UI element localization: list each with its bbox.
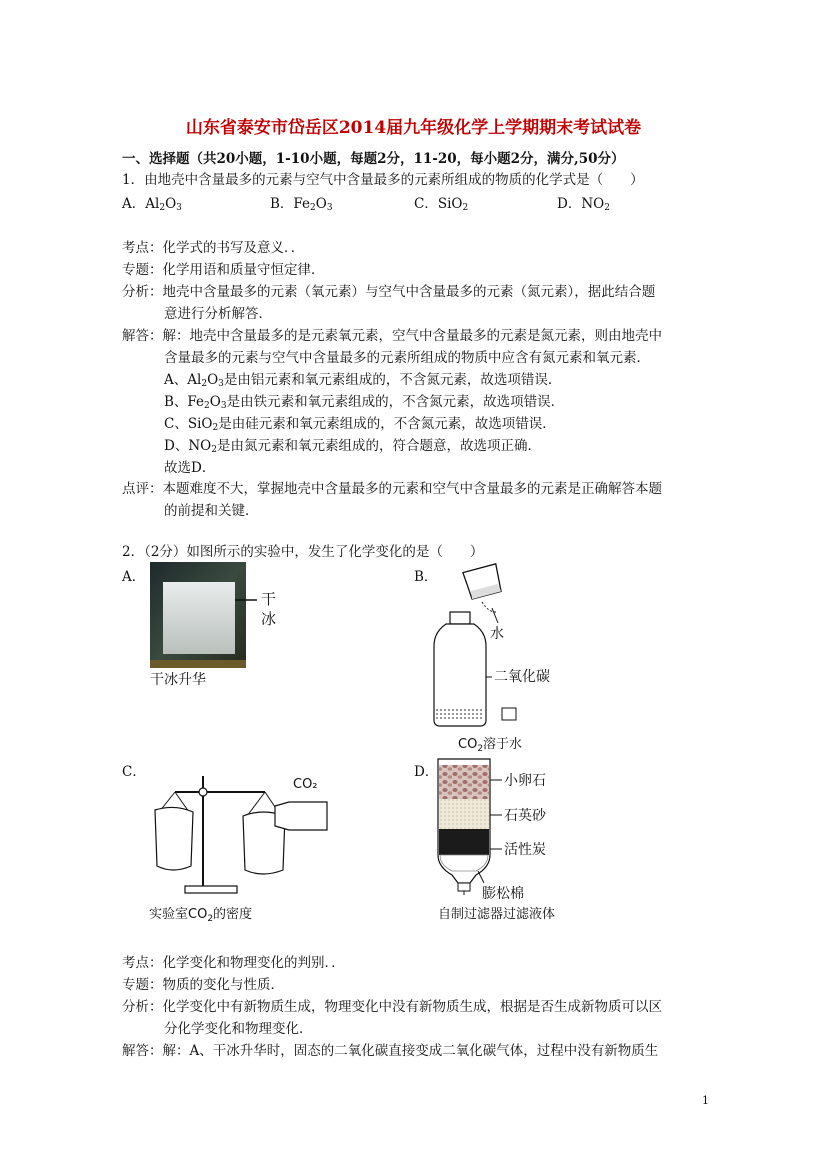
figure-d-caption: 自制过滤器过滤液体	[438, 907, 556, 922]
layer-label-3: 活性炭	[504, 842, 546, 858]
figure-co2-bottle	[430, 560, 570, 755]
q2-label-c: C．	[122, 764, 146, 780]
stand-base	[185, 886, 237, 893]
q2-jieda-line1: 解答：解：A、干冰升华时，固态的二氧化碳直接变成二氧化碳气体，过程中没有新物质生	[122, 1043, 659, 1059]
figure-filter	[432, 755, 592, 925]
q2-label-d: D．	[414, 764, 439, 780]
figure-a-caption: 干冰升华	[150, 672, 206, 688]
bottle-cap	[450, 612, 470, 624]
q2-fenxi-line1: 分析：化学变化中有新物质生成，物理变化中没有新物质生成，根据是否生成新物质可以区	[122, 999, 662, 1015]
q1-stem: 1．由地壳中含量最多的元素与空气中含量最多的元素所组成的物质的化学式是（ ）	[122, 172, 644, 188]
layer-label-2: 石英砂	[504, 808, 546, 824]
q1-zhuanti: 专题：化学用语和质量守恒定律．	[122, 262, 325, 278]
left-bag	[155, 807, 193, 870]
q1-dianping-line1: 点评：本题难度不大，掌握地壳中含量最多的元素和空气中含量最多的元素是正确解答本题	[122, 481, 662, 497]
q2-kaodian: 考点：化学变化和物理变化的判别．．	[122, 955, 345, 971]
q2-label-b: B．	[414, 569, 438, 585]
q1-option-b: B．$Fe_2O_3$	[270, 196, 333, 213]
q1-jieda-line1: 解答：解：地壳中含量最多的是元素氧元素，空气中含量最多的元素是氮元素，则由地壳中	[122, 328, 662, 344]
dry-ice-label-1: 干	[261, 590, 277, 608]
layer-label-4: 膨松棉	[482, 886, 524, 902]
section-heading: 一、选择题（共20小题，1-10小题，每题2分，11-20，每小题2分，满分,50分）	[122, 151, 625, 167]
q1-dianping-line2: 的前提和关键．	[164, 503, 259, 519]
q2-label-a: A．	[122, 569, 146, 585]
figure-c-caption: 实验室$CO_2$的密度	[149, 907, 253, 924]
charcoal-layer	[439, 829, 489, 855]
q1-option-c: C．SiO$_2$	[414, 196, 469, 213]
water-label: 水	[490, 626, 504, 642]
q1-fenxi-line2: 意进行分析解答．	[164, 306, 272, 322]
co2-beaker	[275, 802, 327, 830]
q1-jieda-d: D、$NO_2$是由氮元素和氧元素组成的，符合题意，故选项正确．	[164, 438, 541, 455]
pebble-layer	[439, 765, 489, 799]
figure-dry-ice	[145, 560, 285, 690]
beaker-icon	[463, 564, 503, 600]
co2-label: 二氧化碳	[494, 669, 550, 685]
figure-b-caption: $CO_2$溶于水	[458, 737, 523, 754]
co2-formula: CO₂	[293, 777, 318, 792]
page-number: 1	[702, 1094, 709, 1107]
q1-jieda-a: A、$Al_2O_3$是由铝元素和氧元素组成的，不含氮元素，故选项错误．	[164, 372, 562, 389]
sand-layer	[439, 799, 489, 829]
q1-kaodian: 考点：化学式的书写及意义．．	[122, 240, 305, 256]
q1-option-d: D．$NO_2$	[557, 196, 610, 213]
q1-fenxi-line1: 分析：地壳中含量最多的元素（氧元素）与空气中含量最多的元素（氮元素），据此结合题	[122, 284, 656, 300]
page-title: 山东省泰安市岱岳区2014届九年级化学上学期期末考试试卷	[185, 118, 642, 138]
q2-fenxi-line2: 分化学变化和物理变化．	[164, 1021, 313, 1037]
figure-co2-density	[145, 770, 350, 930]
q1-jieda-b: B、$Fe_2O_3$是由铁元素和氧元素组成的，不含氮元素，故选项错误．	[164, 394, 565, 411]
small-cap-icon	[502, 708, 516, 720]
q1-option-a: A．$Al_2O_3$	[122, 196, 182, 213]
q2-stem: 2．（2分）如图所示的实验中，发生了化学变化的是（ ）	[122, 544, 484, 560]
q1-jieda-c: C、SiO$_2$是由硅元素和氧元素组成的，不含氮元素，故选项错误．	[164, 416, 556, 433]
q2-zhuanti: 专题：物质的变化与性质．	[122, 977, 284, 993]
dry-ice-block	[163, 582, 235, 654]
q1-jieda-line2: 含量最多的元素与空气中含量最多的元素所组成的物质中应含有氮元素和氧元素．	[164, 350, 650, 366]
layer-label-1: 小卵石	[504, 773, 546, 789]
bottle-body	[434, 624, 486, 726]
q1-answer: 故选D．	[164, 460, 216, 476]
dry-ice-label-2: 冰	[261, 610, 277, 628]
